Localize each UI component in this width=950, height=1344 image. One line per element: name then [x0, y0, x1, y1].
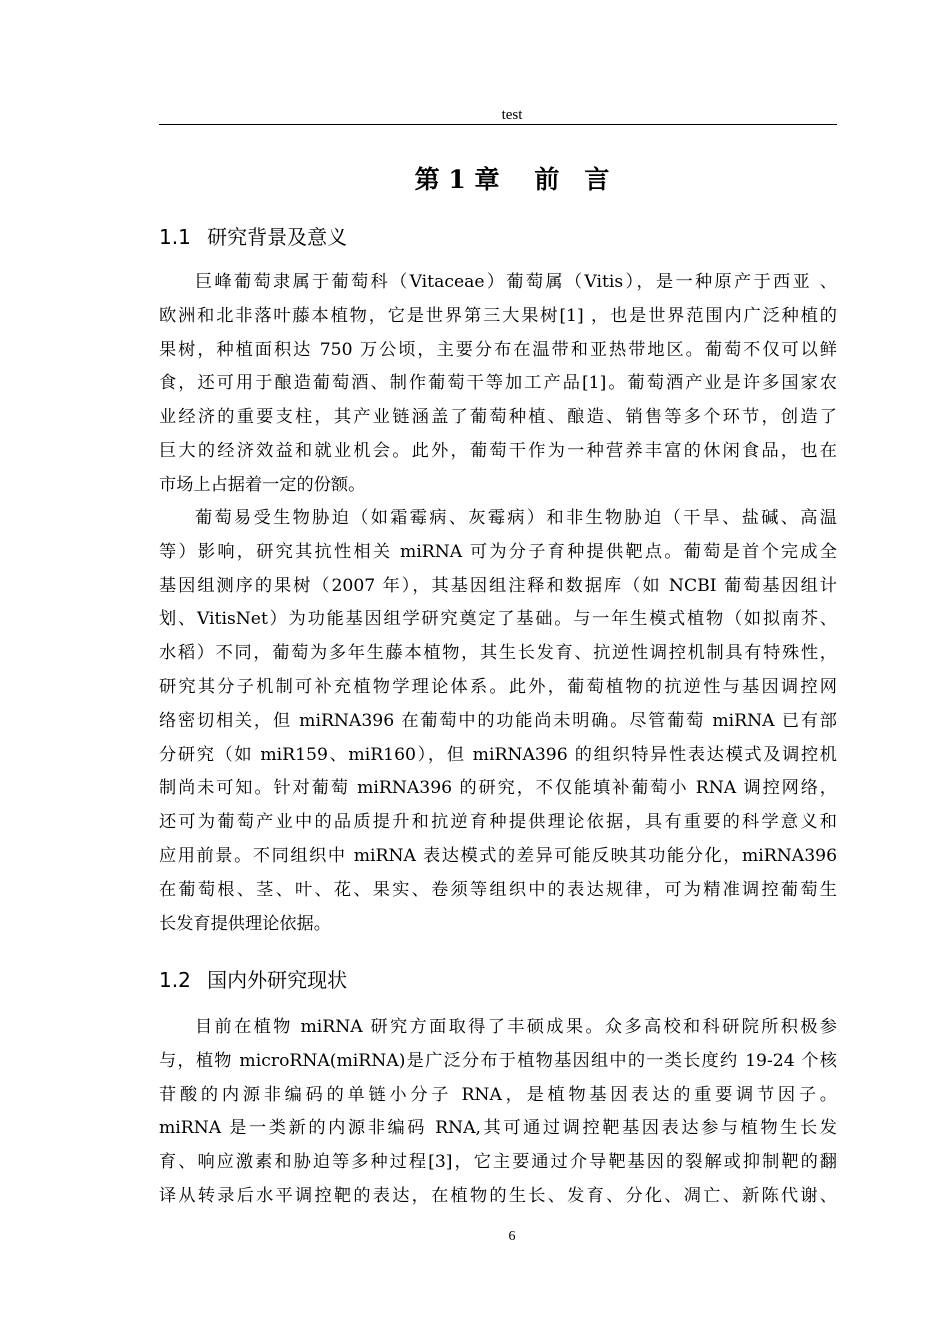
- paragraph-background-1: [159, 266, 837, 503]
- chapter-title: [0, 162, 950, 198]
- text-line: 在葡萄根、茎、叶、花、果实、卷须等组织中的表达规律，可为精准调控葡萄生: [159, 879, 837, 900]
- chapter-name: 前 言: [534, 165, 610, 194]
- text-line: 市场上占据着一定的份额。: [159, 474, 366, 495]
- section-heading-1-1: [159, 222, 347, 252]
- section-number: 1.1: [159, 225, 191, 249]
- section-title-text: 国内外研究现状: [207, 968, 348, 992]
- text-line: 目前在植物 miRNA 研究方面取得了丰硕成果。众多高校和科研院所积极参: [195, 1017, 837, 1037]
- text-line: 业经济的重要支柱，其产业链涵盖了葡萄种植、酿造、销售等多个环节，创造了: [159, 407, 837, 428]
- text-line: 制尚未可知。针对葡萄 miRNA396 的研究，不仅能填补葡萄小 RNA 调控网络，: [159, 778, 837, 799]
- text-line: 巨峰葡萄隶属于葡萄科（Vitaceae）葡萄属（Vitis），是一种原产于西亚 、: [195, 272, 837, 292]
- running-header: test: [501, 107, 523, 123]
- text-line: 还可为葡萄产业中的品质提升和抗逆育种提供理论依据，具有重要的科学意义和: [159, 812, 837, 833]
- text-line: 划、VitisNet）为功能基因组学研究奠定了基础。与一年生模式植物（如拟南芥、: [159, 609, 837, 630]
- paragraph-background-2: [159, 502, 837, 941]
- text-line: 应用前景。不同组织中 miRNA 表达模式的差异可能反映其功能分化，miRNA396: [159, 845, 837, 866]
- header-rule: [159, 124, 837, 125]
- text-line: 长发育提供理论依据。: [159, 913, 331, 934]
- text-line: 络密切相关，但 miRNA396 在葡萄中的功能尚未明确。尽管葡萄 miRNA 已有部: [159, 710, 837, 731]
- text-line: 苷酸的内源非编码的单链小分子 RNA，是植物基因表达的重要调节因子。: [159, 1084, 837, 1105]
- text-line: 研究其分子机制可补充植物学理论体系。此外，葡萄植物的抗逆性与基因调控网: [159, 676, 837, 697]
- paragraph-research-status: [159, 1011, 837, 1214]
- text-line: 基因组测序的果树（2007 年），其基因组注释和数据库（如 NCBI 葡萄基因组计: [159, 575, 837, 596]
- section-number: 1.2: [159, 968, 191, 992]
- text-line: 等）影响，研究其抗性相关 miRNA 可为分子育种提供靶点。葡萄是首个完成全: [159, 541, 837, 562]
- page-number: 6: [508, 1229, 516, 1244]
- text-line: miRNA 是一类新的内源非编码 RNA,其可通过调控靶基因表达参与植物生长发: [159, 1118, 837, 1139]
- text-line: 葡萄易受生物胁迫（如霜霉病、灰霉病）和非生物胁迫（干旱、盐碱、高温: [195, 508, 837, 528]
- text-line: 水稻）不同，葡萄为多年生藤本植物，其生长发育、抗逆性调控机制具有特殊性，: [159, 643, 837, 664]
- text-line: 食，还可用于酿造葡萄酒、制作葡萄干等加工产品[1]。葡萄酒产业是许多国家农: [159, 373, 837, 394]
- text-line: 欧洲和北非落叶藤本植物，它是世界第三大果树[1] ，也是世界范围内广泛种植的: [159, 305, 837, 326]
- text-line: 育、响应激素和胁迫等多种过程[3]，它主要通过介导靶基因的裂解或抑制靶的翻: [159, 1152, 837, 1173]
- text-line: 译从转录后水平调控靶的表达，在植物的生长、发育、分化、凋亡、新陈代谢、: [159, 1185, 837, 1206]
- text-line: 分研究（如 miR159、miR160），但 miRNA396 的组织特异性表达模式及调控机: [159, 744, 837, 765]
- chapter-number: 第 1 章: [414, 165, 500, 194]
- text-line: 巨大的经济效益和就业机会。此外，葡萄干作为一种营养丰富的休闲食品，也在: [159, 440, 837, 461]
- section-title-text: 研究背景及意义: [207, 225, 348, 249]
- text-line: 果树，种植面积达 750 万公顷，主要分布在温带和亚热带地区。葡萄不仅可以鲜: [159, 339, 837, 360]
- section-heading-1-2: [159, 965, 347, 995]
- text-line: 与，植物 microRNA(miRNA)是广泛分布于植物基因组中的一类长度约 19-24 个核: [159, 1050, 837, 1071]
